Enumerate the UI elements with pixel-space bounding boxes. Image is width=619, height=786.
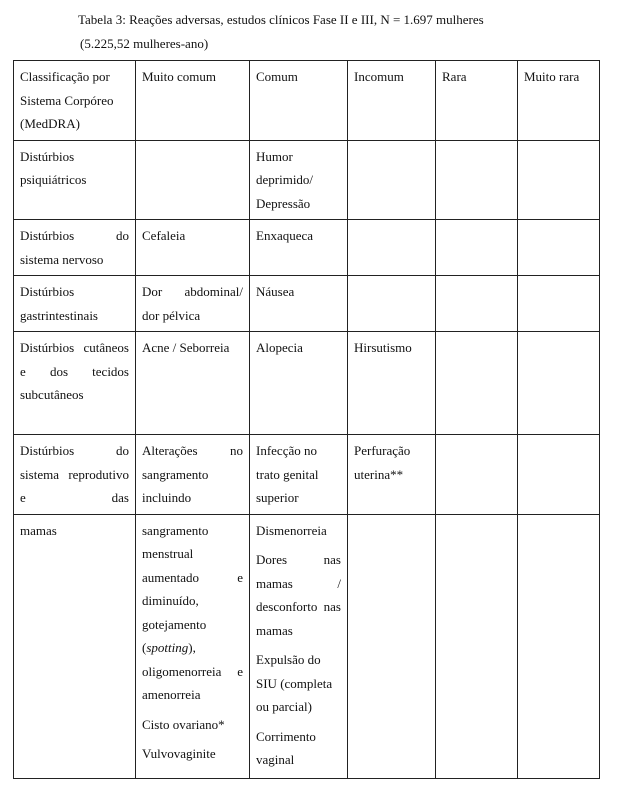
comum-cell: Infecção no trato genital superior — [250, 435, 348, 515]
system-cell: Distúrbios gastrintestinais — [14, 276, 136, 332]
muito-comum-cell — [136, 514, 250, 778]
bleeding-changes-text: sangramento menstrual aumentado e diminuído, gotejamento (spotting), oligomenorreia e amenorreia — [142, 522, 243, 702]
adverse-reactions-table — [13, 60, 600, 779]
header-rara: Rara — [436, 61, 518, 141]
table-row — [14, 140, 600, 220]
rara-cell — [436, 514, 518, 778]
muito-rara-cell — [518, 514, 600, 778]
muito-rara-cell — [518, 435, 600, 515]
ovarian-cyst-text: Cisto ovariano* — [142, 716, 225, 732]
muito-comum-cell: Dor abdominal/ dor pélvica — [136, 276, 250, 332]
breast-pain-text: Dores nas mamas / desconforto nas mamas — [256, 552, 341, 638]
table-row — [14, 220, 600, 276]
header-muito-comum: Muito comum — [136, 61, 250, 141]
muito-rara-cell — [518, 332, 600, 435]
rara-cell — [436, 332, 518, 435]
incomum-cell — [348, 276, 436, 332]
caption-line-2: (5.225,52 mulheres-ano) — [80, 36, 209, 51]
header-comum: Comum — [250, 61, 348, 141]
muito-rara-cell — [518, 220, 600, 276]
vulvovaginitis-text: Vulvovaginite — [142, 746, 216, 761]
incomum-cell — [348, 140, 436, 220]
comum-cell: Humor deprimido/ Depressão — [250, 140, 348, 220]
muito-comum-cell: Acne / Seborreia — [136, 332, 250, 435]
system-cell: Distúrbios do sistema nervoso — [14, 220, 136, 276]
ius-expulsion-text: Expulsão do SIU (completa ou parcial) — [256, 652, 333, 714]
rara-cell — [436, 276, 518, 332]
table-row — [14, 514, 600, 778]
table-row — [14, 435, 600, 515]
rara-cell — [436, 140, 518, 220]
muito-comum-cell: Alterações no sangramento incluindo — [136, 435, 250, 515]
header-classificacao: Classificação por Sistema Corpóreo (MedDRA) — [14, 61, 136, 141]
comum-cell: Alopecia — [250, 332, 348, 435]
muito-comum-cell: Cefaleia — [136, 220, 250, 276]
caption-line-1: Tabela 3: Reações adversas, estudos clínicos Fase II e III, N = 1.697 mulheres — [78, 12, 484, 27]
header-incomum: Incomum — [348, 61, 436, 141]
rara-cell — [436, 435, 518, 515]
system-cell: Distúrbios psiquiátricos — [14, 140, 136, 220]
table-header-row — [14, 61, 600, 141]
muito-comum-cell — [136, 140, 250, 220]
incomum-cell — [348, 220, 436, 276]
incomum-cell — [348, 514, 436, 778]
table-row — [14, 332, 600, 435]
comum-cell — [250, 514, 348, 778]
system-cell: Distúrbios cutâneos e dos tecidos subcutâneos — [14, 332, 136, 435]
muito-rara-cell — [518, 140, 600, 220]
table-row — [14, 276, 600, 332]
comum-cell: Náusea — [250, 276, 348, 332]
incomum-cell: Hirsutismo — [348, 332, 436, 435]
rara-cell — [436, 220, 518, 276]
system-cell: mamas — [14, 514, 136, 778]
vaginal-discharge-text: Corrimento vaginal — [256, 728, 316, 767]
dysmenorrhea-text: Dismenorreia — [256, 522, 327, 538]
header-muito-rara: Muito rara — [518, 61, 600, 141]
comum-cell: Enxaqueca — [250, 220, 348, 276]
muito-rara-cell — [518, 276, 600, 332]
table-caption — [78, 8, 598, 56]
incomum-cell: Perfuração uterina** — [348, 435, 436, 515]
system-cell: Distúrbios do sistema reprodutivo e das — [14, 435, 136, 515]
